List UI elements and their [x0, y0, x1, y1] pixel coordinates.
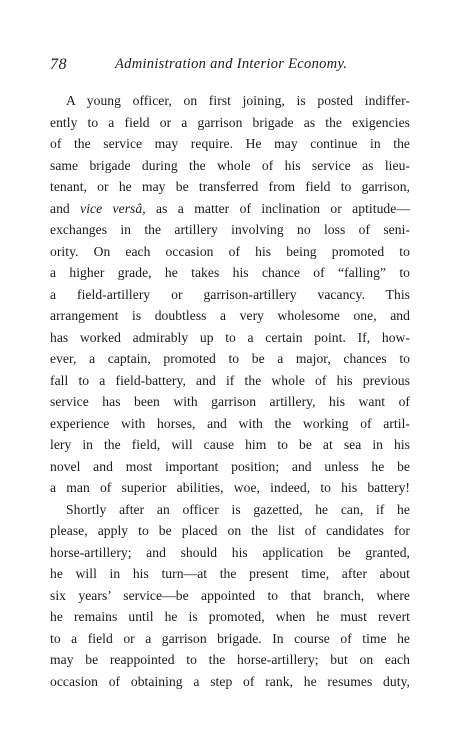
- text-line: A young officer, on first joining, is posted indiffer-: [66, 93, 410, 108]
- text-line: a higher grade, he takes his chance of “falling” to: [50, 265, 410, 280]
- text-line: a field-artillery or garrison-artillery vacancy. This: [50, 286, 410, 302]
- text-line: ever, a captain, promoted to be a major, chances to: [50, 351, 410, 366]
- text-line: six years’ service—be appointed to that branch, where: [50, 587, 410, 603]
- text-line: ority. On each occasion of his being promoted to: [50, 243, 410, 259]
- text-line: has worked admirably up to a certain point. If, how-: [50, 329, 410, 345]
- text-line: novel and most important position; and unless he be: [50, 458, 410, 474]
- text-line: of the service may require. He may continue in the: [50, 136, 410, 151]
- body-text: [50, 90, 410, 692]
- text-line: and vice versâ, as a matter of inclination or aptitude—: [50, 200, 410, 216]
- text-line: lery in the field, will cause him to be at sea in his: [50, 437, 410, 452]
- text-line: arrangement is doubtless a very wholesome one, and: [50, 308, 410, 323]
- page-number: 78: [50, 56, 67, 73]
- text-line: to a field or a garrison brigade. In course of time he: [50, 630, 410, 646]
- text-line: he will in his turn—at the present time, after about: [50, 566, 410, 581]
- italic-phrase: vice versâ: [80, 200, 143, 216]
- text-line: tenant, or he may be transferred from field to garrison,: [50, 179, 410, 194]
- text-line: same brigade during the whole of his service as lieu-: [50, 157, 410, 173]
- text-line: a man of superior abilities, woe, indeed, to his battery!: [50, 480, 410, 495]
- text-line: may be reappointed to the horse-artillery; but on each: [50, 652, 410, 667]
- text-line: horse-artillery; and should his application be granted,: [50, 544, 410, 560]
- text-line: exchanges in the artillery involving no loss of seni-: [50, 222, 410, 237]
- text-line: he remains until he is promoted, when he must revert: [50, 609, 410, 624]
- text-line: experience with horses, and with the working of artil-: [50, 415, 410, 431]
- text-line: Shortly after an officer is gazetted, he can, if he: [66, 501, 410, 517]
- text-line: fall to a field-battery, and if the whole of his previous: [50, 372, 410, 388]
- paragraph-2: [50, 499, 410, 693]
- text-line: please, apply to be placed on the list of candidates for: [50, 523, 410, 538]
- running-title: Administration and Interior Economy.: [115, 56, 348, 72]
- text-line: ently to a field or a garrison brigade as the exigencies: [50, 114, 410, 130]
- paragraph-1: [50, 90, 410, 499]
- text-line: occasion of obtaining a step of rank, he resumes duty,: [50, 673, 410, 689]
- page-header: [50, 56, 420, 76]
- text-line: service has been with garrison artillery, his want of: [50, 394, 410, 409]
